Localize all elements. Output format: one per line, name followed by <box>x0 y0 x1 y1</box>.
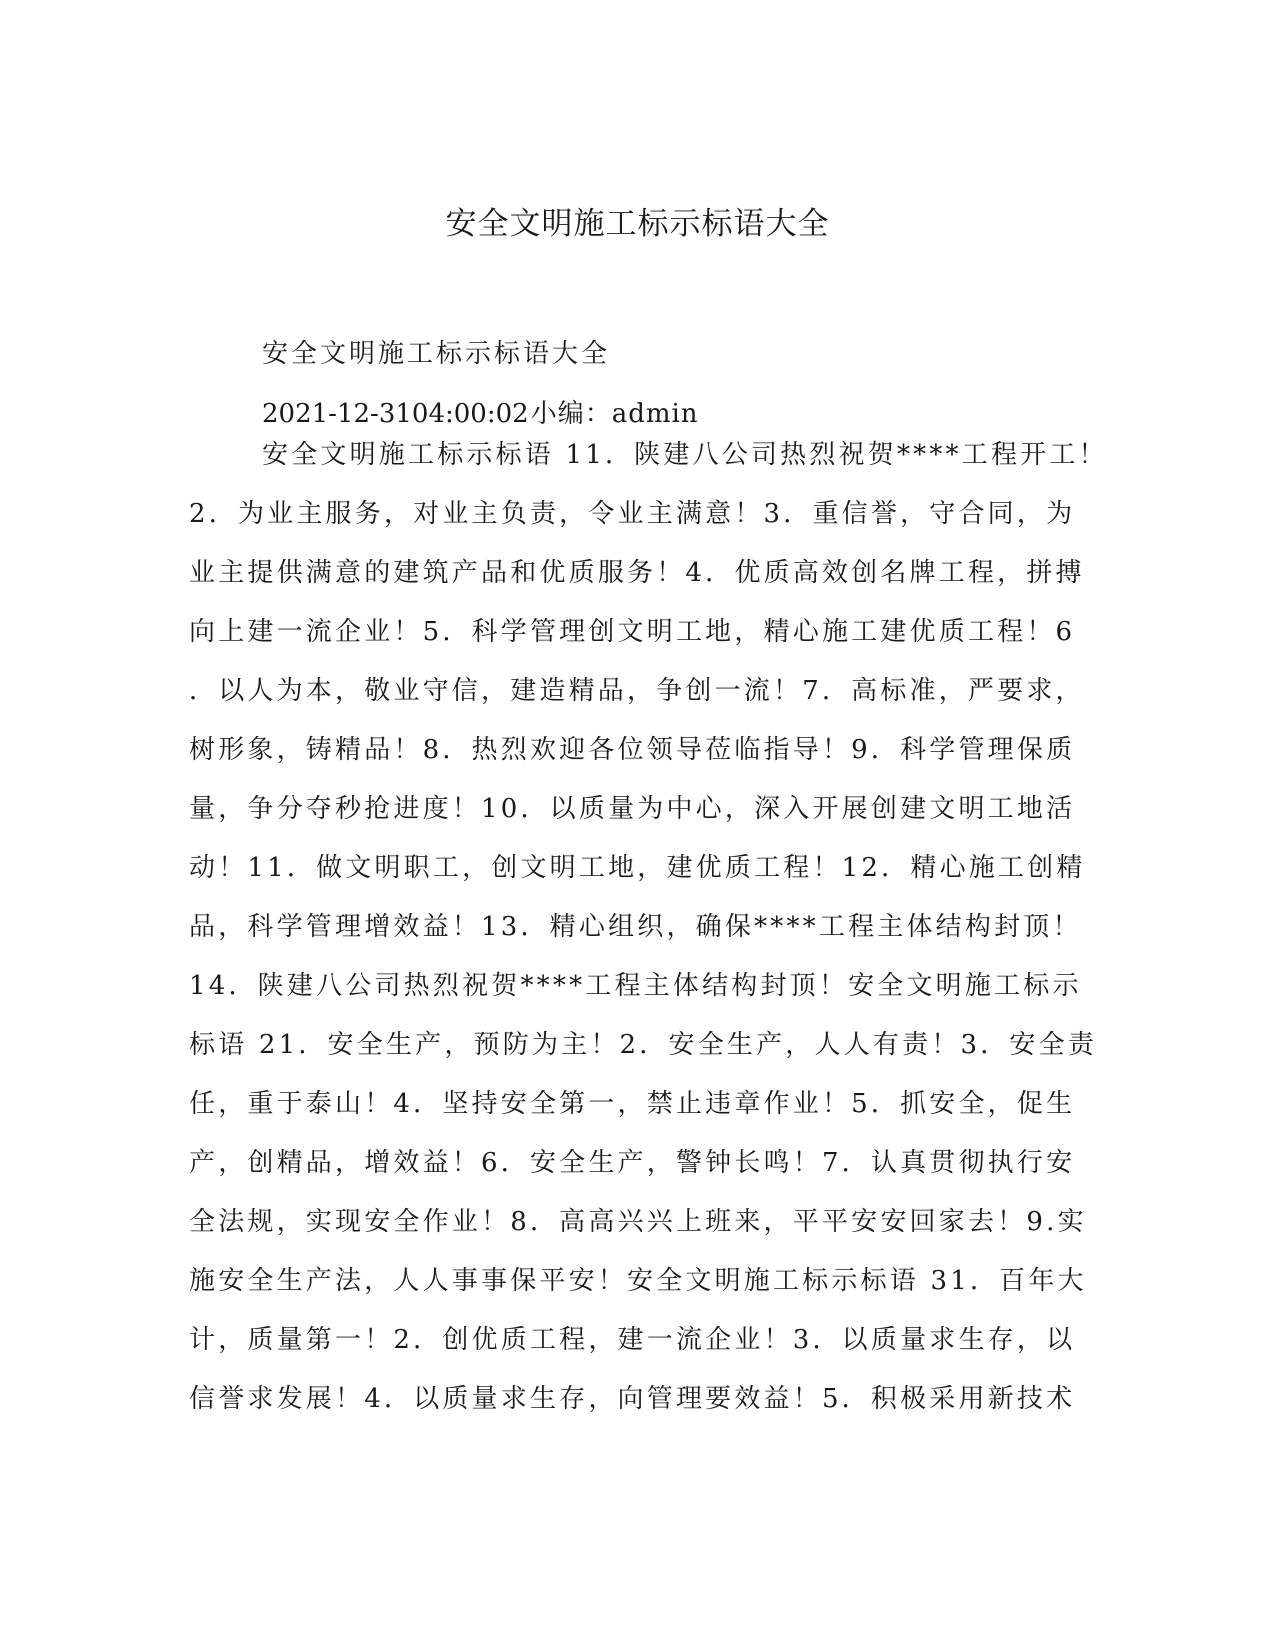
body-line: 计，质量第一！2．创优质工程，建一流企业！3．以质量求生存，以 <box>189 1325 1076 1355</box>
body-line: 施安全生产法，人人事事保平安！安全文明施工标示标语 31．百年大 <box>189 1266 1087 1296</box>
publish-info <box>262 397 699 431</box>
body-line: 2．为业主服务，对业主负责，令业主满意！3．重信誉，守合同，为 <box>189 499 1076 529</box>
body-line: 安全文明施工标示标语 11．陕建八公司热烈祝贺****工程开工！ <box>262 440 1108 470</box>
body-line: 量，争分夺秒抢进度！10．以质量为中心，深入开展创建文明工地活 <box>189 794 1076 824</box>
body-line: 任，重于泰山！4．坚持安全第一，禁止违章作业！5．抓安全，促生 <box>189 1089 1076 1119</box>
body-line: 树形象，铸精品！8．热烈欢迎各位领导莅临指导！9．科学管理保质 <box>189 735 1076 765</box>
document-subtitle: 安全文明施工标示标语大全 <box>262 339 611 369</box>
body-line: 标语 21．安全生产，预防为主！2．安全生产，人人有责！3．安全责 <box>189 1030 1098 1060</box>
body-line: ．以人为本，敬业守信，建造精品，争创一流！7．高标准，严要求， <box>189 676 1085 706</box>
body-line: 向上建一流企业！5．科学管理创文明工地，精心施工建优质工程！6 <box>189 617 1076 647</box>
body-line: 产，创精品，增效益！6．安全生产，警钟长鸣！7．认真贯彻执行安 <box>189 1148 1076 1178</box>
body-line: 全法规，实现安全作业！8．高高兴兴上班来，平平安安回家去！9.实 <box>189 1207 1087 1237</box>
body-line: 业主提供满意的建筑产品和优质服务！4．优质高效创名牌工程，拼搏 <box>189 558 1085 588</box>
body-line: 信誉求发展！4．以质量求生存，向管理要效益！5．积极采用新技术 <box>189 1384 1076 1414</box>
document-title: 安全文明施工标示标语大全 <box>445 206 830 242</box>
publish-date: 2021-12-3104:00:02 <box>262 399 529 429</box>
body-line: 动！11．做文明职工，创文明工地，建优质工程！12．精心施工创精 <box>189 853 1086 883</box>
body-line: 14．陕建八公司热烈祝贺****工程主体结构封顶！安全文明施工标示 <box>189 971 1082 1001</box>
body-line: 品，科学管理增效益！13．精心组织，确保****工程主体结构封顶！ <box>189 912 1082 942</box>
author-label: 小编：admin <box>530 399 699 429</box>
